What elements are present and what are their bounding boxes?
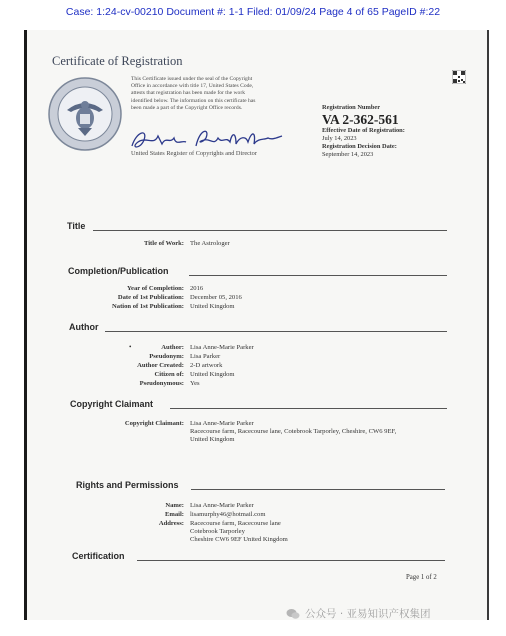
field-value: 2-D artwork	[190, 362, 223, 369]
field-row	[0, 362, 222, 370]
decision-date: September 14, 2023	[322, 151, 374, 158]
section-divider	[191, 489, 445, 490]
field-value: lisamurphy46@hotmail.com	[190, 511, 266, 518]
section-author-heading: Author	[69, 322, 99, 332]
author-bullet: •	[129, 343, 132, 351]
section-divider	[170, 408, 447, 409]
field-row	[0, 285, 203, 293]
wechat-icon	[286, 608, 300, 620]
field-label: Name:	[165, 502, 184, 509]
watermark-text: 公众号 · 亚易知识产权集团	[305, 608, 431, 620]
field-label: Title of Work:	[143, 240, 184, 247]
field-label: Date of 1st Publication:	[117, 294, 184, 301]
case-header-line: Case: 1:24-cv-00210 Document #: 1-1 Filed: 01/09/24 Page 4 of 65 PageID #:22	[65, 6, 441, 18]
section-completion-heading: Completion/Publication	[68, 266, 169, 276]
copyright-office-seal-icon	[47, 76, 123, 152]
intro-line: This Certificate issued under the seal of the Copyright	[131, 76, 253, 82]
section-divider	[105, 331, 447, 332]
registration-number-label: Registration Number	[322, 104, 381, 111]
intro-line: attests that registration has been made for the work	[131, 90, 246, 97]
field-row	[0, 294, 242, 302]
field-label: Year of Completion:	[126, 285, 184, 292]
field-label: Citizen of:	[154, 371, 184, 378]
field-label: Pseudonymous:	[139, 380, 184, 387]
watermark	[286, 606, 431, 621]
field-value: United Kingdom	[190, 303, 235, 310]
field-label: Email:	[164, 511, 184, 518]
field-value: Racecourse farm, Racecourse lane	[190, 520, 281, 527]
effective-date-label: Effective Date of Registration:	[322, 127, 405, 134]
field-value: United Kingdom	[190, 371, 235, 378]
field-row	[0, 511, 265, 519]
field-row	[0, 353, 220, 361]
field-row	[0, 502, 254, 510]
intro-line: Office in accordance with title 17, United States Code,	[131, 83, 254, 90]
field-value: Cheshire CW6 9EF United Kingdom	[190, 536, 288, 543]
field-row	[0, 371, 235, 379]
page-number: Page 1 of 2	[406, 574, 437, 581]
field-label: Copyright Claimant:	[124, 420, 184, 427]
section-divider	[189, 275, 447, 276]
field-value: United Kingdom	[190, 436, 235, 443]
field-value: The Astrologer	[190, 240, 230, 247]
field-value: Lisa Anne-Marie Parker	[190, 502, 254, 509]
field-value: December 05, 2016	[190, 294, 242, 301]
intro-line: identified below. The information on this certificate has	[131, 97, 256, 104]
field-value: Racecourse farm, Racecourse lane, Cotebrook Tarporley, Cheshire, CW6 9EF,	[190, 428, 397, 435]
registration-block	[322, 104, 472, 159]
section-divider	[137, 560, 445, 561]
field-row	[0, 436, 235, 444]
field-value: Cotebrook Tarporley	[190, 528, 245, 535]
field-value: Lisa Anne-Marie Parker	[190, 420, 254, 427]
certificate-intro	[131, 76, 311, 112]
intro-line: been made a part of the Copyright Office records.	[131, 104, 243, 111]
section-claimant-heading: Copyright Claimant	[70, 399, 154, 409]
decision-date-label: Registration Decision Date:	[322, 143, 397, 150]
section-rights-heading: Rights and Permissions	[76, 480, 179, 490]
field-value: 2016	[190, 285, 204, 292]
field-value: Yes	[190, 380, 200, 387]
effective-date: July 14, 2023	[322, 135, 357, 142]
qr-code-icon	[452, 70, 466, 84]
certificate-title: Certificate of Registration	[52, 54, 183, 68]
field-row	[0, 344, 254, 352]
registration-number: VA 2-362-561	[322, 112, 399, 127]
field-label: Address:	[158, 520, 184, 527]
field-row	[0, 536, 288, 544]
section-certification-heading: Certification	[72, 551, 125, 561]
field-row	[0, 380, 200, 388]
field-row	[0, 240, 230, 248]
section-divider	[93, 230, 447, 231]
field-label: Nation of 1st Publication:	[112, 303, 184, 310]
field-row	[0, 303, 235, 311]
section-title-heading: Title	[67, 221, 86, 231]
field-label: Author:	[161, 344, 184, 351]
field-value: Lisa Anne-Marie Parker	[190, 344, 254, 351]
signature-caption: United States Register of Copyrights and Director	[131, 150, 257, 157]
field-label: Pseudonym:	[149, 353, 184, 360]
field-value: Lisa Parker	[190, 353, 221, 360]
field-label: Author Created:	[137, 362, 184, 369]
